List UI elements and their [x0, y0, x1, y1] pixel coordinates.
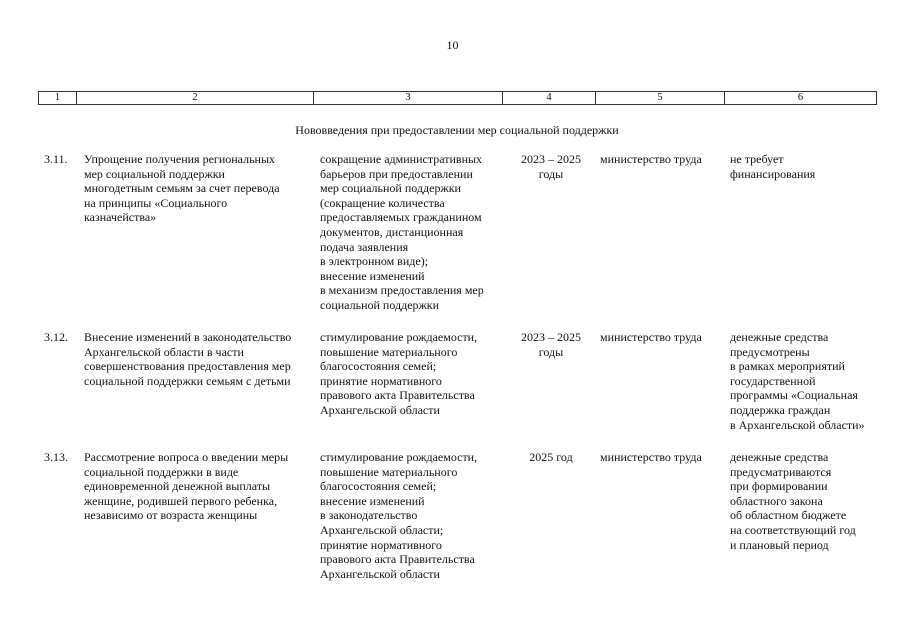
expected-result: [320, 450, 505, 581]
implementation-period: [503, 152, 599, 181]
measure-name: [84, 152, 312, 225]
expected-result-line: барьеров при предоставлении: [320, 166, 473, 181]
funding-source-line: в рамках мероприятий: [730, 359, 845, 374]
expected-result-line: в электронном виде);: [320, 254, 429, 269]
measure-name-line: независимо от возраста женщины: [84, 508, 258, 523]
column-number-2: 2: [77, 92, 314, 105]
expected-result-line: Архангельской области;: [320, 522, 444, 537]
section-title: Нововведения при предоставлении мер социальной поддержки: [295, 123, 619, 137]
expected-result-line: мер социальной поддержки: [320, 181, 461, 196]
implementation-period-line: 2023 – 2025: [521, 330, 581, 344]
expected-result: [320, 330, 505, 418]
row-number: 3.12.: [44, 330, 68, 344]
funding-source-line: при формировании: [730, 479, 828, 494]
column-number-header: [38, 91, 877, 105]
measure-name-line: социальной поддержки в виде: [84, 464, 239, 479]
funding-source-line: предусмотрены: [730, 344, 810, 359]
funding-source-line: предусматриваются: [730, 464, 832, 479]
funding-source-line: и плановый период: [730, 537, 829, 552]
expected-result-line: в механизм предоставления мер: [320, 283, 484, 298]
measure-name: [84, 330, 312, 388]
funding-source-line: программы «Социальная: [730, 388, 858, 403]
implementation-period-line: 2025 год: [529, 450, 573, 464]
implementation-period: [503, 450, 599, 465]
column-number-4: 4: [503, 92, 596, 105]
expected-result-line: внесение изменений: [320, 493, 425, 508]
implementation-period-line: годы: [538, 166, 564, 181]
measure-name-line: единовременной денежной выплаты: [84, 479, 271, 494]
funding-source-line: об областном бюджете: [730, 508, 847, 523]
expected-result-line: стимулирование рождаемости,: [320, 450, 478, 464]
expected-result-line: повышение материального: [320, 344, 458, 359]
expected-result-line: документов, дистанционная: [320, 224, 464, 239]
expected-result-line: благосостояния семей;: [320, 479, 437, 494]
column-number-1: 1: [39, 92, 77, 105]
expected-result-line: принятие нормативного: [320, 537, 442, 552]
expected-result-line: правового акта Правительства: [320, 552, 475, 567]
expected-result-line: повышение материального: [320, 464, 458, 479]
expected-result-line: (сокращение количества: [320, 195, 445, 210]
expected-result-line: предоставляемых гражданином: [320, 210, 482, 225]
funding-source-line: денежные средства: [730, 330, 829, 344]
funding-source: [730, 330, 882, 432]
expected-result-line: внесение изменений: [320, 268, 425, 283]
measure-name-line: Архангельской области в части: [84, 344, 244, 359]
expected-result-line: социальной поддержки: [320, 297, 440, 312]
measure-name-line: Внесение изменений в законодательство: [84, 330, 292, 344]
row-number: 3.13.: [44, 450, 68, 464]
responsible-executor-line: министерство труда: [600, 330, 702, 344]
funding-source-line: поддержка граждан: [730, 402, 831, 417]
expected-result-line: в законодательство: [320, 508, 418, 523]
column-number-3: 3: [314, 92, 503, 105]
funding-source-line: областного закона: [730, 493, 823, 508]
expected-result-line: стимулирование рождаемости,: [320, 330, 478, 344]
measure-name: [84, 450, 312, 523]
responsible-executor-line: министерство труда: [600, 152, 702, 166]
expected-result-line: правового акта Правительства: [320, 388, 475, 403]
row-number: 3.11.: [44, 152, 68, 166]
expected-result-line: подача заявления: [320, 239, 409, 254]
measure-name-line: социальной поддержки семьям с детьми: [84, 373, 291, 388]
implementation-period-line: 2023 – 2025: [521, 152, 581, 166]
expected-result-line: принятие нормативного: [320, 373, 442, 388]
funding-source-line: государственной: [730, 373, 816, 388]
funding-source-line: на соответствующий год: [730, 522, 856, 537]
column-number-5: 5: [596, 92, 725, 105]
responsible-executor: [600, 450, 724, 465]
implementation-period-line: годы: [538, 344, 564, 359]
measure-name-line: на принципы «Социального: [84, 195, 228, 210]
expected-result: [320, 152, 505, 313]
measure-name-line: Рассмотрение вопроса о введении меры: [84, 450, 289, 464]
funding-source: [730, 152, 882, 181]
expected-result-line: Архангельской области: [320, 402, 440, 417]
measure-name-line: женщине, родившей первого ребенка,: [84, 493, 278, 508]
responsible-executor: [600, 152, 724, 167]
measure-name-line: мер социальной поддержки: [84, 166, 225, 181]
measure-name-line: казначейства»: [84, 210, 157, 225]
responsible-executor-line: министерство труда: [600, 450, 702, 464]
funding-source-line: в Архангельской области»: [730, 417, 865, 432]
measure-name-line: многодетным семьям за счет перевода: [84, 181, 280, 196]
funding-source-line: денежные средства: [730, 450, 829, 464]
responsible-executor: [600, 330, 724, 345]
expected-result-line: сокращение административных: [320, 152, 483, 166]
expected-result-line: Архангельской области: [320, 566, 440, 581]
page-number: 10: [446, 38, 459, 52]
funding-source-line: не требует: [730, 152, 784, 166]
column-number-6: 6: [725, 92, 877, 105]
funding-source: [730, 450, 882, 552]
measure-name-line: совершенствования предоставления мер: [84, 359, 291, 374]
expected-result-line: благосостояния семей;: [320, 359, 437, 374]
implementation-period: [503, 330, 599, 359]
measure-name-line: Упрощение получения региональных: [84, 152, 276, 166]
funding-source-line: финансирования: [730, 166, 816, 181]
